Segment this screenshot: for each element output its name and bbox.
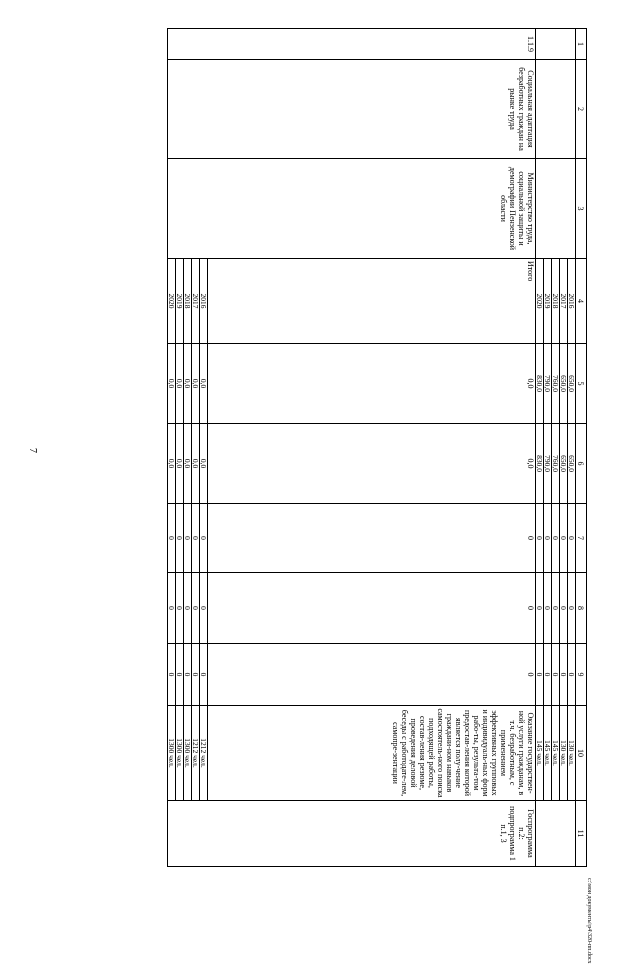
empty-cell <box>536 159 576 259</box>
value-cell: 0 <box>176 504 184 573</box>
indicator-cell: 130 чел. <box>560 706 568 801</box>
col-header-5: 5 <box>576 344 587 424</box>
value-cell: 0 <box>200 644 208 706</box>
value-cell: 0 <box>184 644 192 706</box>
col-header-11: 11 <box>576 801 587 867</box>
value-cell: 0 <box>168 504 176 573</box>
item-program: Госпрограмма п.2: подпрограмма 1 п.1, 3 <box>168 801 536 867</box>
year-cell: 2018 <box>184 259 192 344</box>
value-cell: 0 <box>200 504 208 573</box>
item-number: 1.1.9 <box>168 29 536 60</box>
value-cell: 0 <box>184 504 192 573</box>
value-cell: 0,0 <box>192 424 200 504</box>
value-cell: 0 <box>560 644 568 706</box>
indicator-cell: 145 чел. <box>536 706 544 801</box>
year-cell: 2020 <box>536 259 544 344</box>
year-cell: 2019 <box>176 259 184 344</box>
value-cell: 650,0 <box>560 344 568 424</box>
total-value: 0,0 <box>208 424 536 504</box>
value-cell: 0 <box>192 644 200 706</box>
value-cell: 0 <box>560 573 568 644</box>
page-number: 7 <box>27 448 38 453</box>
value-cell: 0 <box>184 573 192 644</box>
value-cell: 0,0 <box>176 344 184 424</box>
value-cell: 0 <box>168 644 176 706</box>
indicator-cell: 145 чел. <box>552 706 560 801</box>
value-cell: 790,0 <box>544 424 552 504</box>
indicator-cell: 145 чел. <box>544 706 552 801</box>
year-cell: 2018 <box>552 259 560 344</box>
value-cell: 0,0 <box>168 344 176 424</box>
table-row <box>568 29 576 867</box>
value-cell: 0 <box>552 644 560 706</box>
empty-cell <box>536 29 576 60</box>
value-cell: 0 <box>536 573 544 644</box>
empty-cell <box>536 60 576 159</box>
value-cell: 0 <box>536 644 544 706</box>
value-cell: 0,0 <box>200 344 208 424</box>
value-cell: 0 <box>552 573 560 644</box>
value-cell: 0 <box>192 573 200 644</box>
item-row <box>208 29 536 867</box>
indicator-cell: 1212 чел. <box>200 706 208 801</box>
col-header-4: 4 <box>576 259 587 344</box>
col-header-9: 9 <box>576 644 587 706</box>
value-cell: 0,0 <box>184 424 192 504</box>
col-header-2: 2 <box>576 60 587 159</box>
value-cell: 0,0 <box>168 424 176 504</box>
col-header-1: 1 <box>576 29 587 60</box>
empty-cell <box>536 801 576 867</box>
total-value: 0 <box>208 573 536 644</box>
year-cell: 2016 <box>200 259 208 344</box>
col-header-6: 6 <box>576 424 587 504</box>
value-cell: 650,0 <box>568 344 576 424</box>
rotated-table-wrapper <box>85 28 587 866</box>
col-header-3: 3 <box>576 159 587 259</box>
total-label: Итого <box>208 259 536 344</box>
program-table <box>167 28 587 867</box>
value-cell: 760,0 <box>552 344 560 424</box>
value-cell: 830,0 <box>536 344 544 424</box>
value-cell: 650,0 <box>560 424 568 504</box>
item-executor: Министерство труда, социальной защиты и демографии Пензенской области <box>168 159 536 259</box>
value-cell: 0 <box>536 504 544 573</box>
value-cell: 0,0 <box>176 424 184 504</box>
value-cell: 0 <box>568 644 576 706</box>
value-cell: 0,0 <box>200 424 208 504</box>
indicator-cell: 1212 чел. <box>192 706 200 801</box>
value-cell: 650,0 <box>568 424 576 504</box>
value-cell: 0 <box>560 504 568 573</box>
value-cell: 0 <box>168 573 176 644</box>
col-header-8: 8 <box>576 573 587 644</box>
indicator-cell: 1300 чел. <box>168 706 176 801</box>
value-cell: 0 <box>568 573 576 644</box>
value-cell: 760,0 <box>552 424 560 504</box>
value-cell: 0 <box>192 504 200 573</box>
year-cell: 2016 <box>568 259 576 344</box>
indicator-cell: 130 чел. <box>568 706 576 801</box>
value-cell: 0,0 <box>192 344 200 424</box>
value-cell: 0 <box>544 644 552 706</box>
value-cell: 0 <box>544 504 552 573</box>
col-header-10: 10 <box>576 706 587 801</box>
total-value: 0 <box>208 644 536 706</box>
year-cell: 2019 <box>544 259 552 344</box>
item-name: Социальная адаптация безработных граждан на рынке труда <box>168 60 536 159</box>
value-cell: 790,0 <box>544 344 552 424</box>
footer-file-path: c:\мои документы\р4\320-пп.docx <box>586 878 592 964</box>
value-cell: 0 <box>552 504 560 573</box>
value-cell: 0,0 <box>184 344 192 424</box>
indicator-cell: 1300 чел. <box>176 706 184 801</box>
year-cell: 2020 <box>168 259 176 344</box>
value-cell: 0 <box>568 504 576 573</box>
value-cell: 830,0 <box>536 424 544 504</box>
column-number-row <box>576 29 587 867</box>
indicator-cell: 1300 чел. <box>184 706 192 801</box>
year-cell: 2017 <box>560 259 568 344</box>
value-cell: 0 <box>176 644 184 706</box>
total-value: 0 <box>208 504 536 573</box>
value-cell: 0 <box>544 573 552 644</box>
value-cell: 0 <box>176 573 184 644</box>
total-value: 0,0 <box>208 344 536 424</box>
year-cell: 2017 <box>192 259 200 344</box>
item-description: Оказание государствен-ной услуги гражданам, в т.ч. безработным, с применением эффективных групповых и индивидуаль-ных форм рабо-ты, результа-том предостав-ления которой является полу-чение граждани-ном навыков самостоятель-ного поиска подходящей работы, состав-ления резюме, проведения деловой беседы с работодате-лем, самопре-зентации <box>208 706 536 801</box>
value-cell: 0 <box>200 573 208 644</box>
col-header-7: 7 <box>576 504 587 573</box>
